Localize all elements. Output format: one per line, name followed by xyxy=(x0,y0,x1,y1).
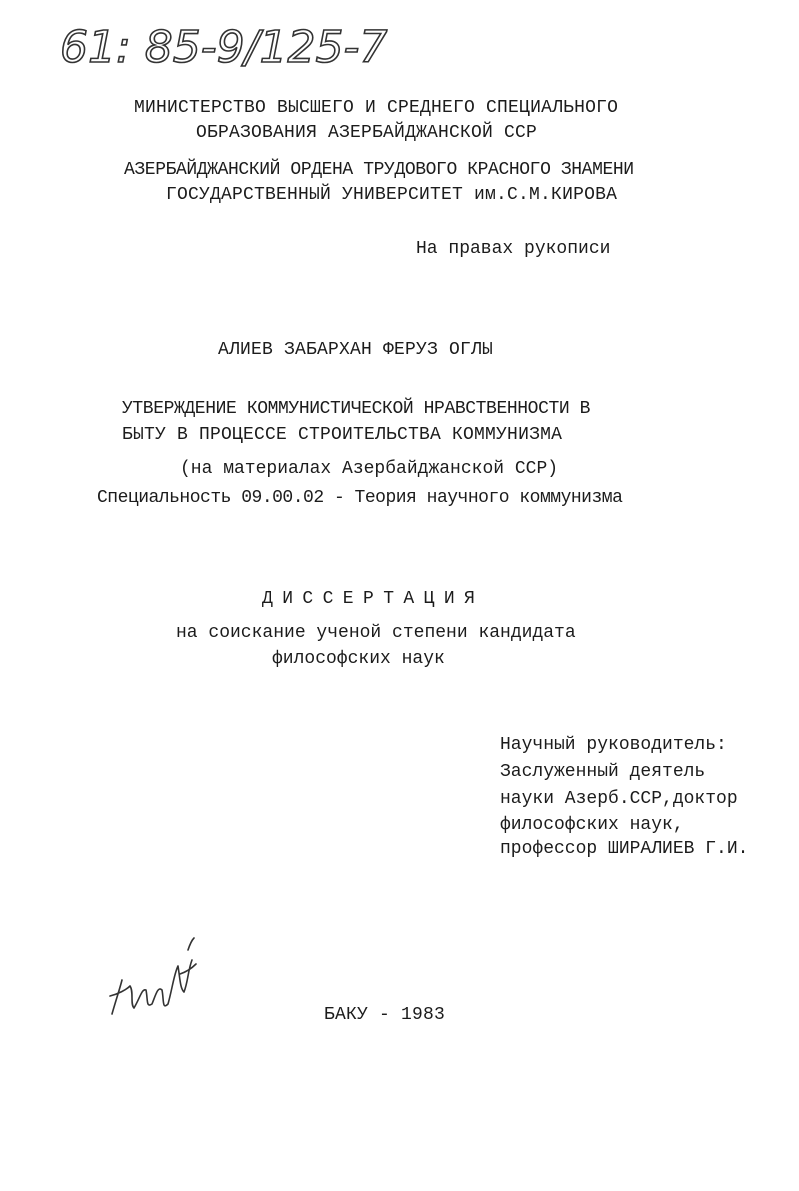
author-name: АЛИЕВ ЗАБАРХАН ФЕРУЗ ОГЛЫ xyxy=(218,340,494,360)
city-year: БАКУ - 1983 xyxy=(324,1005,446,1025)
dissertation-purpose-line-2: философских наук xyxy=(272,649,445,669)
dissertation-purpose-line-1: на соискание ученой степени кандидата xyxy=(176,623,576,643)
university-line-1: АЗЕРБАЙДЖАНСКИЙ ОРДЕНА ТРУДОВОГО КРАСНОГО ЗНАМЕНИ xyxy=(124,160,634,180)
supervisor-line-4: философских наук, xyxy=(500,815,684,835)
title-line-2: БЫТУ В ПРОЦЕССЕ СТРОИТЕЛЬСТВА КОММУНИЗМА xyxy=(122,425,563,445)
ministry-line-1: МИНИСТЕРСТВО ВЫСШЕГО И СРЕДНЕГО СПЕЦИАЛЬНОГО xyxy=(134,98,619,118)
university-line-2: ГОСУДАРСТВЕННЫЙ УНИВЕРСИТЕТ им.С.М.КИРОВА xyxy=(166,185,618,205)
supervisor-line-1: Научный руководитель: xyxy=(500,735,727,755)
manuscript-note: На правах рукописи xyxy=(416,239,611,259)
supervisor-line-2: Заслуженный деятель xyxy=(500,762,706,782)
author-signature xyxy=(100,930,210,1030)
archive-code-text: 61: 85-9/125-7 xyxy=(60,22,388,73)
supervisor-line-5: профессор ШИРАЛИЕВ Г.И. xyxy=(500,839,749,859)
dissertation-heading: ДИССЕРТАЦИЯ xyxy=(262,589,485,609)
archive-code-handwriting xyxy=(58,14,388,74)
supervisor-line-3: науки Азерб.ССР,доктор xyxy=(500,789,738,809)
title-line-1: УТВЕРЖДЕНИЕ КОММУНИСТИЧЕСКОЙ НРАВСТВЕННОСТИ В xyxy=(122,399,591,419)
ministry-line-2: ОБРАЗОВАНИЯ АЗЕРБАЙДЖАНСКОЙ ССР xyxy=(196,123,538,143)
title-subtitle: (на материалах Азербайджанской ССР) xyxy=(180,459,559,479)
specialty-line: Специальность 09.00.02 - Теория научного коммунизма xyxy=(97,488,623,508)
